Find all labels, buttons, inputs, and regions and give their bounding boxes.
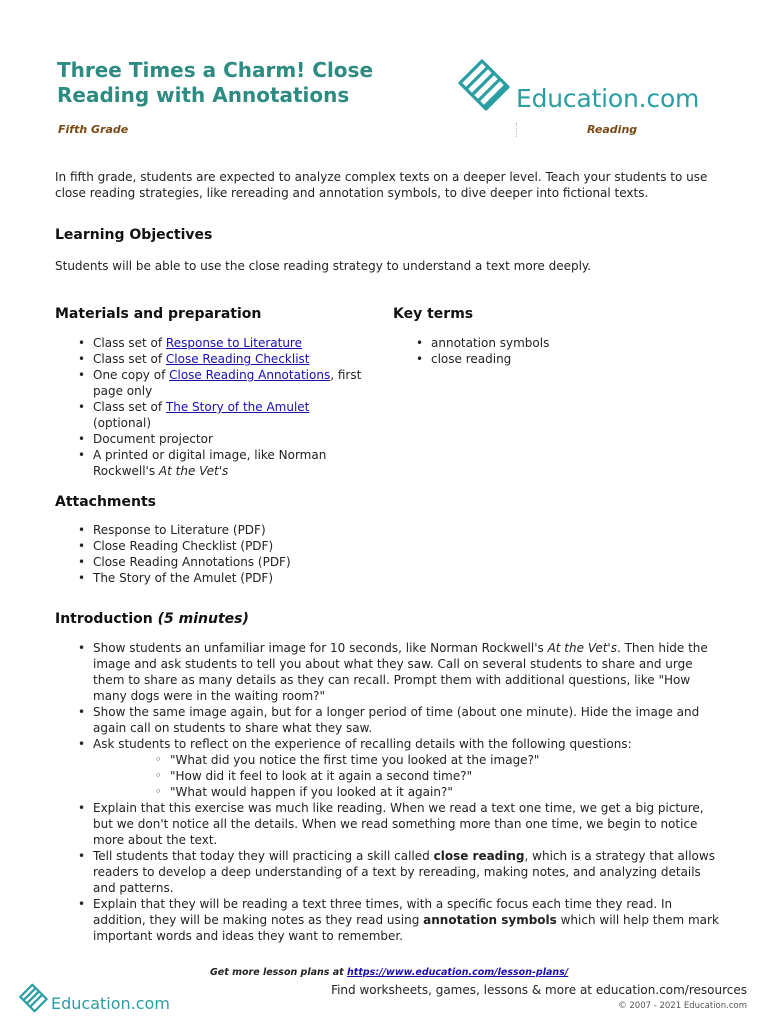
- list-item[interactable]: • Close Reading Checklist (PDF): [55, 538, 455, 554]
- list-item: • Tell students that today they will practicing a skill called close reading, which is a strategy that allows readers to develop a deep understanding of a text by rereading, making notes, and analyzing details and patterns.: [55, 848, 723, 896]
- materials-heading: Materials and preparation: [55, 306, 262, 322]
- close-reading-checklist-link[interactable]: Close Reading Checklist: [165, 352, 310, 366]
- introduction-duration: (5 minutes): [157, 611, 249, 627]
- education-logo-icon: [456, 57, 514, 113]
- list-item: • Show students an unfamiliar image for 10 seconds, like Norman Rockwell's At the Vet's. Then hide the image and ask students to tell you about what they saw. Call on several students to share and urge them to share as many details as they can recall. Prompt them with additional questions, like "How many dogs were in the waiting room?": [55, 640, 723, 704]
- meta-divider: [516, 123, 517, 137]
- footer-logo-text: Education.com: [51, 994, 170, 1013]
- list-item: • Ask students to reflect on the experience of recalling details with the following questions: ◦ "What did you notice the first time you looked at the image?" ◦ "How did it feel to look at it again a second time?" ◦ "What would happen if you looked at it again?": [55, 736, 723, 800]
- introduction-heading: Introduction (5 minutes): [55, 611, 249, 627]
- education-logo[interactable]: [456, 57, 716, 113]
- page-title: [57, 58, 437, 108]
- education-logo-icon: [18, 982, 50, 1014]
- objectives-text: Students will be able to use the close reading strategy to understand a text more deeply.: [55, 259, 592, 273]
- copyright: © 2007 - 2021 Education.com: [618, 1001, 747, 1011]
- footer-resources-text: Find worksheets, games, lessons & more at education.com/resources: [331, 983, 747, 997]
- list-item[interactable]: • Close Reading Annotations (PDF): [55, 554, 455, 570]
- list-item: • Explain that they will be reading a text three times, with a specific focus each time they read. In addition, they will be making notes as they read using annotation symbols which will help them mark important words and ideas they want to remember.: [55, 896, 723, 944]
- list-item: ◦ "How did it feel to look at it again a second time?": [93, 768, 723, 784]
- close-reading-annotations-link[interactable]: Close Reading Annotations: [169, 368, 331, 382]
- list-item: • Document projector: [55, 431, 365, 447]
- story-of-the-amulet-link[interactable]: The Story of the Amulet: [165, 400, 310, 414]
- list-item: • Explain that this exercise was much like reading. When we read a text one time, we get a big picture, but we don't notice all the details. When we read something more than one time, we begin to notice more about the text.: [55, 800, 723, 848]
- more-lesson-plans: Get more lesson plans at https://www.education.com/lesson-plans/: [210, 967, 569, 978]
- introduction-list: [55, 640, 723, 944]
- attachments-heading: Attachments: [55, 494, 157, 510]
- reflection-questions-list: [93, 752, 723, 800]
- list-item: • close reading: [393, 351, 643, 367]
- list-item: • Class set of Close Reading Checklist: [55, 351, 365, 367]
- list-item: ◦ "What would happen if you looked at it again?": [93, 784, 723, 800]
- key-terms-heading: Key terms: [393, 306, 474, 322]
- list-item: • annotation symbols: [393, 335, 643, 351]
- response-to-literature-link[interactable]: Response to Literature: [165, 336, 302, 350]
- intro-paragraph: In fifth grade, students are expected to analyze complex texts on a deeper level. Teach your students to use close reading strategies, like rereading and annotation symbols, to dive deeper into fictional texts.: [55, 170, 708, 200]
- attachments-list: [55, 522, 455, 586]
- education-logo-text: Education.com: [516, 84, 700, 113]
- list-item: ◦ "What did you notice the first time you looked at the image?": [93, 752, 723, 768]
- list-item[interactable]: • The Story of the Amulet (PDF): [55, 570, 455, 586]
- list-item: • Show the same image again, but for a longer period of time (about one minute). Hide the image and again call on students to share what they saw.: [55, 704, 723, 736]
- list-item: • Class set of The Story of the Amulet (optional): [55, 399, 365, 431]
- title-line-2: Reading with Annotations: [57, 83, 350, 107]
- subject-label: Reading: [587, 123, 638, 136]
- list-item: • Class set of Response to Literature: [55, 335, 365, 351]
- lesson-plans-link[interactable]: https://www.education.com/lesson-plans/: [347, 967, 569, 978]
- list-item: • One copy of Close Reading Annotations, first page only: [55, 367, 365, 399]
- title-line-1: Three Times a Charm! Close: [57, 58, 374, 82]
- objectives-heading: Learning Objectives: [55, 227, 213, 243]
- materials-list: [55, 335, 365, 479]
- list-item: • A printed or digital image, like Norman Rockwell's At the Vet's: [55, 447, 365, 479]
- list-item[interactable]: • Response to Literature (PDF): [55, 522, 455, 538]
- key-terms-list: [393, 335, 643, 367]
- footer-logo[interactable]: [18, 982, 168, 1014]
- grade-label: Fifth Grade: [58, 123, 129, 136]
